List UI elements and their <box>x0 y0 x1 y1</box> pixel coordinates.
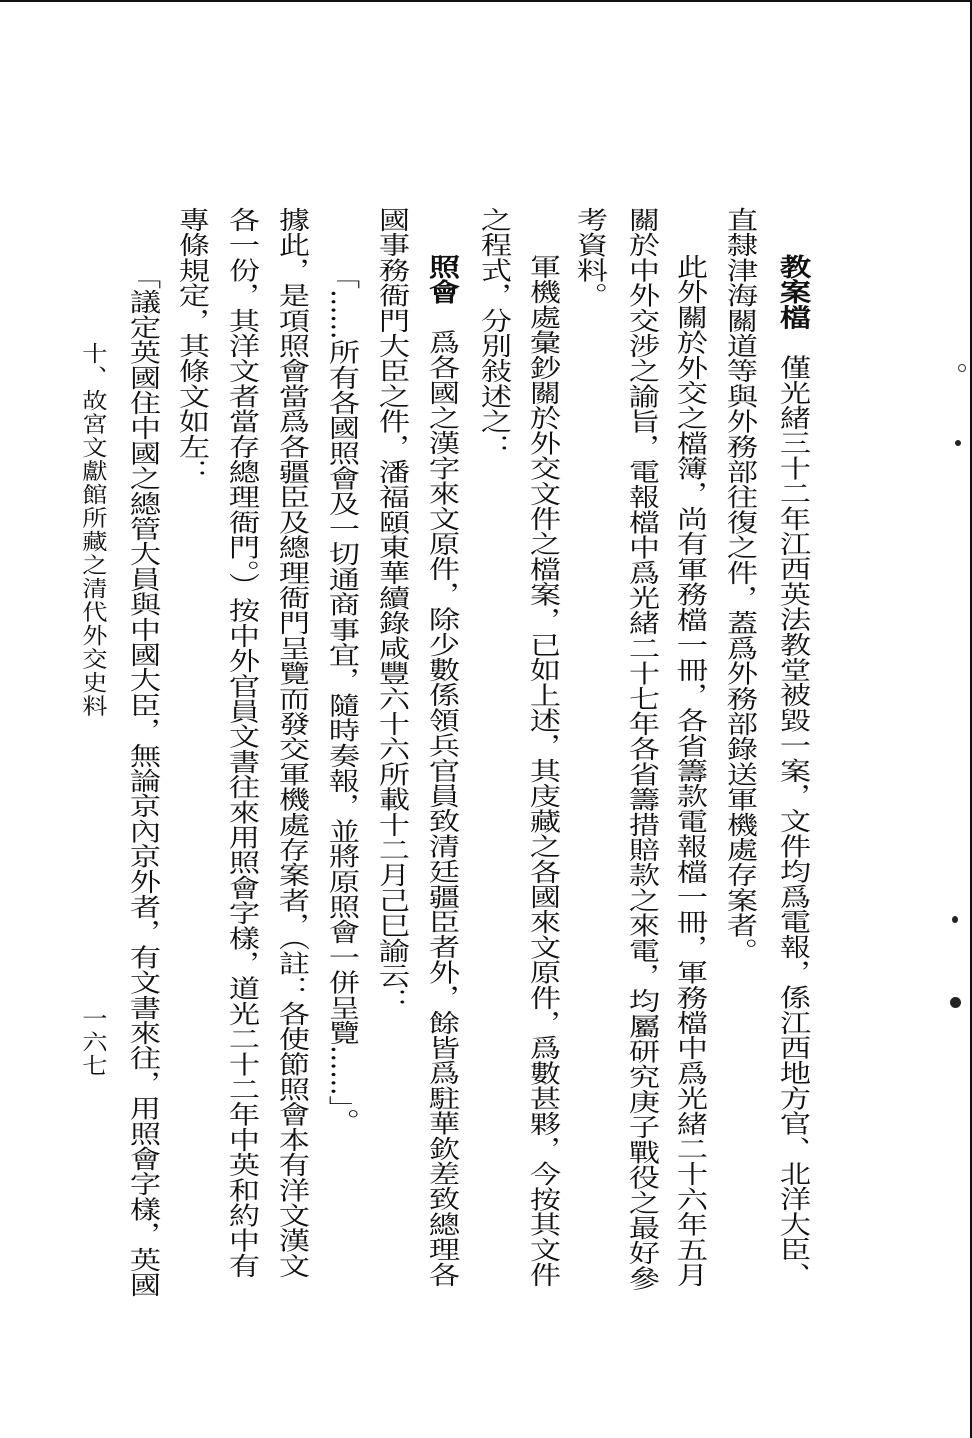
column-text: 考資料。 <box>572 207 609 308</box>
text-column <box>565 207 615 308</box>
column-text: 軍機處彙鈔關於外交文件之檔案，已如上述，其庋藏之各國來文原件，爲數甚夥，今按其文件 <box>525 254 562 1288</box>
column-text: 僅光緒三十二年江西英法教堂被毀一案，文件均爲電報，係江西地方官、北洋大臣、 <box>775 354 812 1288</box>
column-text: 關於中外交涉之諭旨，電報檔中爲光緒二十七年各省籌措賠款之來電，均屬研究庚子戰役之最好參 <box>624 207 661 1291</box>
text-column <box>217 207 267 1278</box>
column-text: 據此，是項照會當爲各疆臣及總理衙門呈覽而發交軍機處存案者，（註：各使節照會本有洋文漢文 <box>274 207 311 1279</box>
quotation-column <box>118 264 168 1297</box>
text-column <box>715 207 765 963</box>
column-text: 直隸津海關道等與外務部往復之件，蓋爲外務部錄送軍機處存案者。 <box>722 207 759 963</box>
column-text: 各一份，其洋文者當存總理衙門。）按中外官員文書往來用照會字樣，道光二十二年中英和約中有 <box>224 207 261 1279</box>
text-column <box>469 207 519 459</box>
scan-mark <box>950 997 961 1008</box>
text-column <box>417 254 467 1287</box>
text-column <box>665 254 715 1287</box>
column-text: 之程式，分別敍述之： <box>476 207 513 459</box>
text-column <box>167 207 217 484</box>
column-text: 此外關於外交之檔簿，尚有軍務檔一冊，各省籌款電報檔一冊，軍務檔中爲光緒二十六年五月 <box>672 254 709 1288</box>
scan-mark <box>952 916 958 923</box>
column-text: 專條規定，其條文如左： <box>174 207 211 485</box>
column-text: 爲各國之漢字來文原件，除少數係領兵官員致清廷疆臣者外，餘皆爲駐華欽差致總理各 <box>424 329 461 1288</box>
page-number: 一六七 <box>78 1007 107 1078</box>
text-column <box>518 254 568 1287</box>
section-heading: 照會 <box>424 254 461 305</box>
text-column <box>768 254 818 1287</box>
quotation-column <box>317 264 367 1134</box>
text-column <box>617 207 667 1291</box>
column-text: 「議定英國住中國之總管大員與中國大臣，無論京內京外者，有文書來往，用照會字樣，英國 <box>125 264 162 1298</box>
column-text: 「……所有各國照會及一切通商事宜，隨時奏報，並將原照會一併呈覽……」。 <box>324 264 361 1134</box>
text-column <box>267 207 317 1278</box>
scan-mark <box>955 440 961 446</box>
running-head: 十、故宮文獻館所藏之清代外交史料 <box>78 342 107 718</box>
scan-mark <box>958 364 966 372</box>
text-column <box>367 207 417 1013</box>
column-text: 國事務衙門大臣之件，潘福頤東華續錄咸豐六十六所載十二月己巳諭云： <box>374 207 411 1014</box>
section-heading: 教案檔 <box>775 254 812 330</box>
